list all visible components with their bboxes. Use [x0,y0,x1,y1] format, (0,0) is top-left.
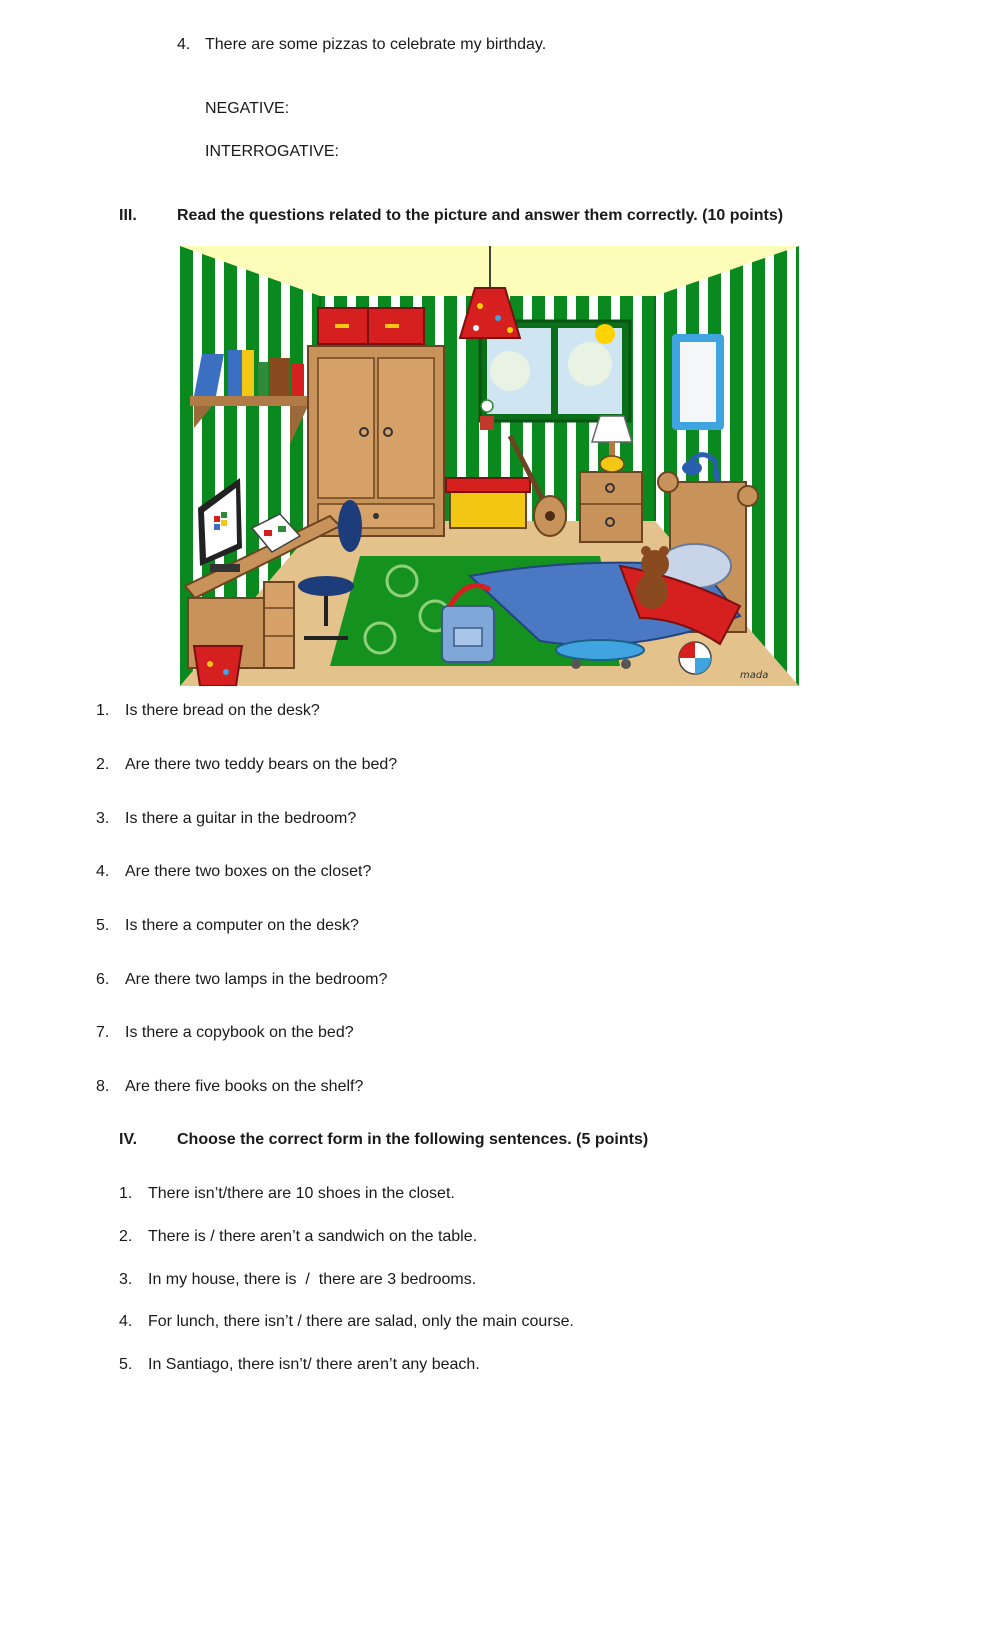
book [228,350,242,396]
question-text: Is there a guitar in the bedroom? [125,810,357,827]
question-number: 6. [96,971,110,988]
item-number: 2. [119,1228,133,1245]
toy-box [446,478,530,528]
question-text: Are there two lamps in the bedroom? [125,971,388,988]
section-numeral: III. [119,207,137,224]
choice-sentence: There isn’t/there are 10 shoes in the closet. [148,1185,455,1202]
item-number: 1. [119,1185,133,1202]
book [292,364,304,396]
sentence-text: There are some pizzas to celebrate my birthday. [205,36,547,53]
item-number: 3. [119,1271,133,1288]
choice-sentence: There is / there aren’t a sandwich on the table. [148,1228,478,1245]
question-number: 1. [96,702,110,719]
section-numeral: IV. [119,1131,138,1148]
nightstand [580,472,642,542]
question-number: 7. [96,1024,110,1041]
question-text: Are there two boxes on the closet? [125,863,372,880]
artist-signature: mada [740,670,769,681]
trash-bin [194,646,242,686]
question-number: 3. [96,810,110,827]
question-text: Are there two teddy bears on the bed? [125,756,398,773]
question-text: Is there a copybook on the bed? [125,1024,354,1041]
negative-label: NEGATIVE: [205,100,290,117]
mirror [672,334,724,430]
question-text: Is there bread on the desk? [125,702,320,719]
item-number: 5. [119,1356,133,1373]
interrogative-label: INTERROGATIVE: [205,143,339,160]
section-instruction: Read the questions related to the picture and answer them correctly. (10 points) [177,207,784,224]
question-number: 2. [96,756,110,773]
choice-sentence: For lunch, there isn’t / there are salad, only the main course. [148,1313,574,1330]
bedroom-illustration [180,246,799,686]
book [270,358,290,396]
choice-sentence: In my house, there is / there are 3 bedrooms. [148,1271,477,1288]
book [242,350,254,396]
item-number: 4. [177,36,191,53]
section-instruction: Choose the correct form in the following sentences. (5 points) [177,1131,649,1148]
question-number: 4. [96,863,110,880]
item-number: 4. [119,1313,133,1330]
question-number: 8. [96,1078,110,1095]
book [258,362,268,396]
question-number: 5. [96,917,110,934]
ball [679,642,711,674]
question-text: Is there a computer on the desk? [125,917,359,934]
wardrobe [308,308,444,536]
question-text: Are there five books on the shelf? [125,1078,364,1095]
choice-sentence: In Santiago, there isn’t/ there aren’t any beach. [148,1356,480,1373]
